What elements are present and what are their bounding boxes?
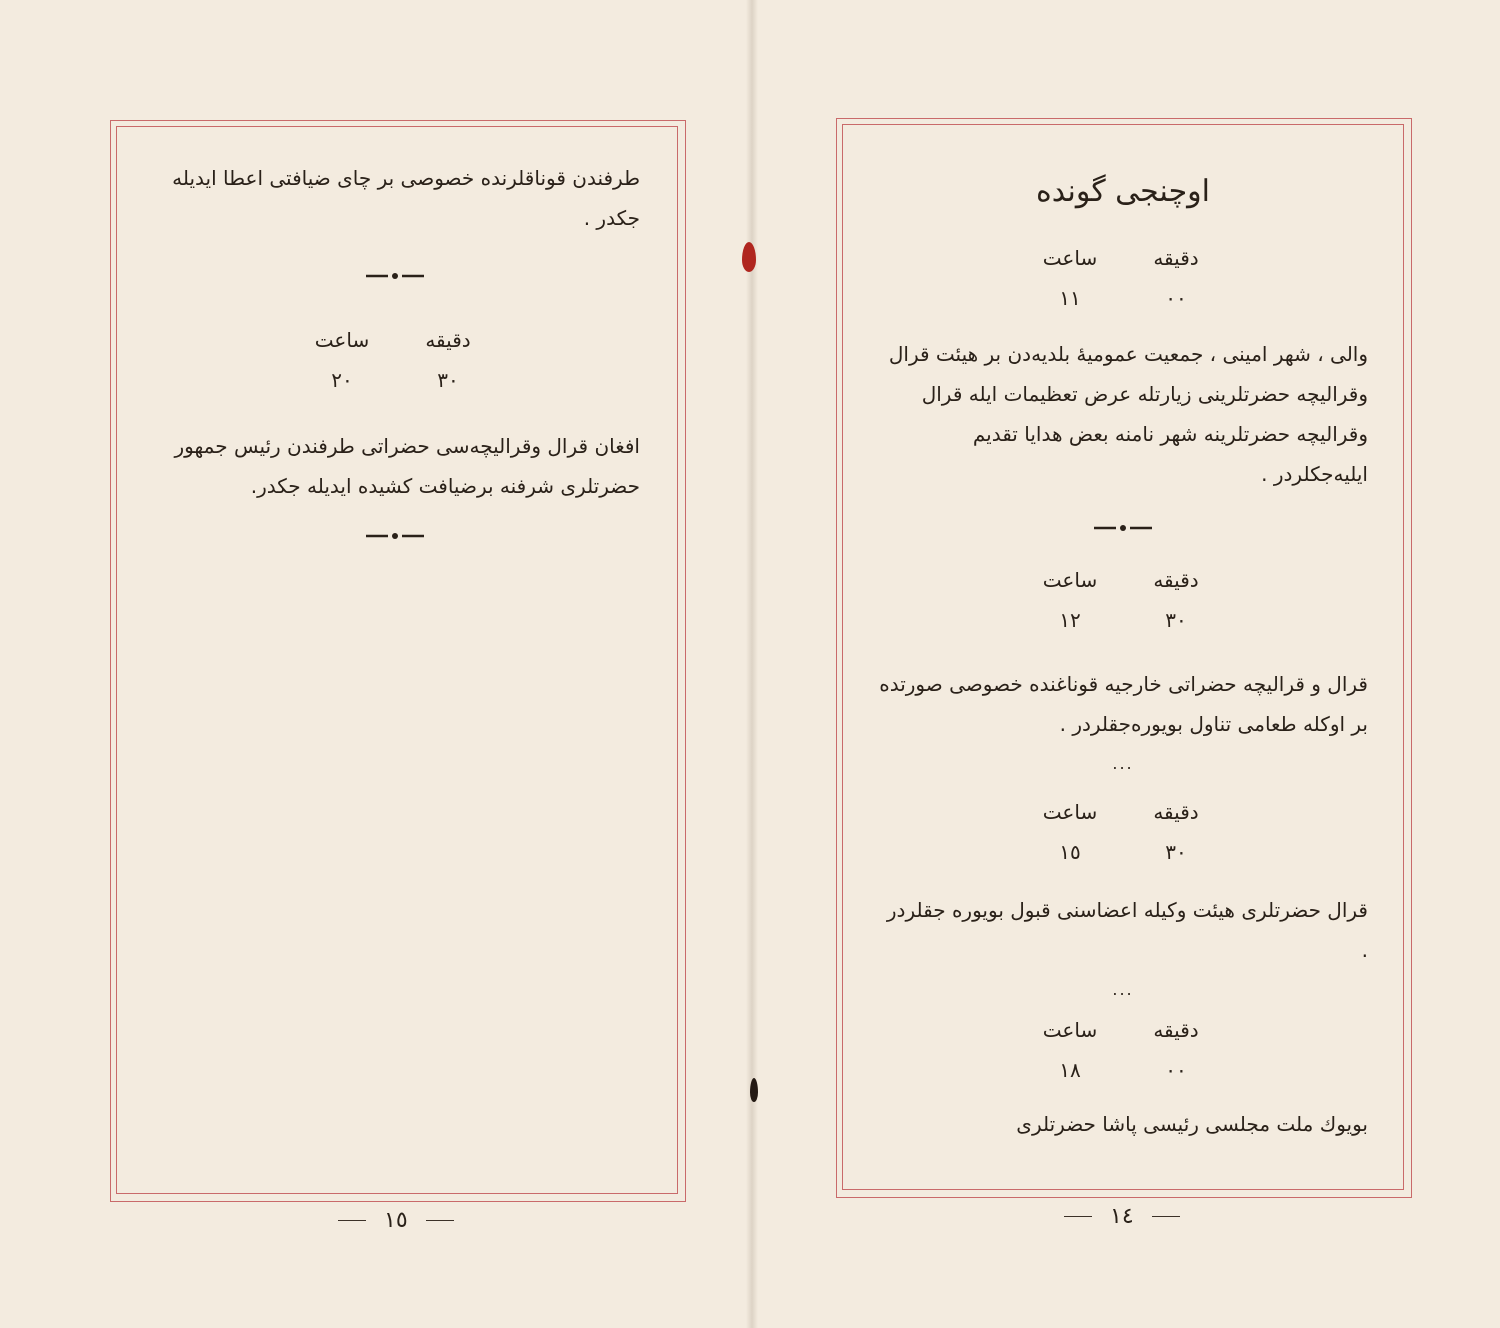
right-page-number xyxy=(1064,1204,1180,1229)
dash-left xyxy=(426,1220,454,1222)
minute-value: ٠٠ xyxy=(1165,1058,1187,1082)
hour-value: ١٨ xyxy=(1059,1058,1081,1082)
right-paragraph-3: قرال حضرتلری هیئت وکیله اعضاسنی قبول بویوره جقلردر . xyxy=(886,898,1368,962)
minute-value: ٣٠ xyxy=(1165,840,1187,864)
hour-value: ١١ xyxy=(1059,286,1081,310)
hour-label: ساعت xyxy=(1042,1018,1098,1042)
left-page-number xyxy=(338,1208,454,1233)
minute-value: ٣٠ xyxy=(437,368,459,392)
minute-label: دقیقه xyxy=(1153,800,1199,824)
right-time-labels-2 xyxy=(878,560,1368,600)
left-time-labels xyxy=(150,320,640,360)
minute-label: دقیقه xyxy=(1153,568,1199,592)
minute-label: دقیقه xyxy=(1153,1018,1199,1042)
dash-right xyxy=(338,1220,366,1222)
right-page-content xyxy=(878,168,1368,1144)
right-time-4 xyxy=(878,1050,1368,1090)
right-paragraph-2: قرال و قرالیچه حضراتی خارجیه قوناغنده خصوصی صورتده بر اوکله طعامی تناول بویوره‌جقلردر . xyxy=(879,672,1368,736)
minute-label: دقیقه xyxy=(425,328,471,352)
right-time-1 xyxy=(878,278,1368,318)
hour-label: ساعت xyxy=(1042,568,1098,592)
right-page-number-value: ١٤ xyxy=(1110,1204,1134,1229)
right-time-2 xyxy=(878,600,1368,640)
hour-value: ١٢ xyxy=(1059,608,1081,632)
ink-mark xyxy=(750,1078,758,1102)
separator-dots-2: ... xyxy=(1112,980,1134,999)
hour-value: ١٥ xyxy=(1059,840,1081,864)
dash-right xyxy=(1064,1216,1092,1218)
right-time-labels-1 xyxy=(878,238,1368,278)
right-time-labels-4 xyxy=(878,1010,1368,1050)
hour-label: ساعت xyxy=(1042,800,1098,824)
minute-label: دقیقه xyxy=(1153,246,1199,270)
separator-dots-1: ... xyxy=(1112,754,1134,773)
dash-left xyxy=(1152,1216,1180,1218)
hour-label: ساعت xyxy=(314,328,370,352)
left-paragraph-1: طرفندن قوناقلرنده خصوصی بر چای ضیافتی اعطا ایدیله جکدر . xyxy=(172,166,640,230)
left-page-content xyxy=(150,158,640,556)
left-ornament-1 xyxy=(150,256,640,296)
wax-mark xyxy=(742,242,756,272)
right-time-3 xyxy=(878,832,1368,872)
book-gutter xyxy=(746,0,758,1328)
page-heading: اوچنجی گونده xyxy=(1036,174,1210,209)
minute-value: ٠٠ xyxy=(1165,286,1187,310)
right-ornament-1 xyxy=(878,508,1368,548)
minute-value: ٣٠ xyxy=(1165,608,1187,632)
left-page-number-value: ١٥ xyxy=(384,1208,408,1233)
left-ornament-2 xyxy=(150,516,640,556)
hour-value: ٢٠ xyxy=(331,368,353,392)
right-paragraph-1: والی ، شهر امینی ، جمعیت عمومیهٔ بلدیه‌دن بر هیئت قرال وقرالیچه حضرتلرینی زیارتله عرض تعظیمات ایله قرال وقرالیچه حضرتلرینه شهر نامنه بعض هدایا تقدیم ایلیه‌جکلردر . xyxy=(888,342,1368,486)
left-time-1 xyxy=(150,360,640,400)
right-paragraph-4: بویوك ملت مجلسی رئیسی پاشا حضرتلری xyxy=(1016,1112,1368,1136)
left-paragraph-2: افغان قرال وقرالیچه‌سی حضراتی طرفندن رئیس جمهور حضرتلری شرفنه برضیافت کشیده ایدیله جکدر. xyxy=(174,434,640,498)
right-time-labels-3 xyxy=(878,792,1368,832)
hour-label: ساعت xyxy=(1042,246,1098,270)
